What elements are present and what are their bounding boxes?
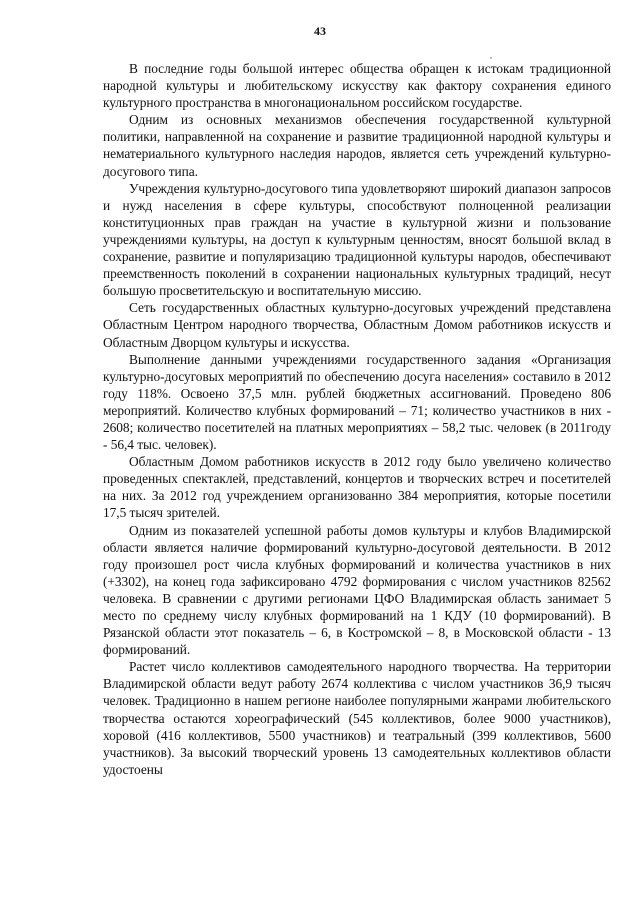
paragraph-7: Одним из показателей успешной работы домов культуры и клубов Владимирской области является наличие формирований культурно-досуговой деятельности. В 2012 году произошел рост числа клубных формирований и количества участников в них (+3302), на конец года зафиксировано 4792 формирования с числом участников 82562 человека. В сравнении с другими регионами ЦФО Владимирская область занимает 5 место по среднему числу клубных формирований на 1 КДУ (10 формирований). В Рязанской области этот показатель – 6, в Костромской – 8, в Московской области - 13 формирований.	[103, 522, 611, 658]
paragraph-1: В последние годы большой интерес общества обращен к истокам традиционной народной культуры и любительскому искусству как фактору сохранения единого культурного пространства в многонациональном российском государстве.	[103, 61, 611, 111]
paragraph-6: Областным Домом работников искусств в 2012 году было увеличено количество проведенных спектаклей, представлений, концертов и творческих встреч и посетителей на них. За 2012 год учреждением организованно 384 мероприятия, которые посетили 17,5 тысяч зрителей.	[103, 454, 611, 521]
paragraph-8: Растет число коллективов самодеятельного народного творчества. На территории Владимирской области ведут работу 2674 коллектива с числом участников 36,9 тысяч человек. Традиционно в нашем регионе наиболее популярными жанрами любительского творчества остаются хореографический (545 коллективов, более 9000 участников), хоровой (416 коллективов, 5500 участников) и театральный (399 коллективов, 5600 участников). За высокий творческий уровень 13 самодеятельных коллективов области удостоены	[103, 659, 611, 777]
document-body	[103, 60, 611, 778]
paragraph-2: Одним из основных механизмов обеспечения государственной культурной политики, направленной на сохранение и развитие традиционной народной культуры и нематериального культурного наследия народов, является сеть учреждений культурно-досугового типа.	[103, 112, 611, 179]
page-number: 43	[314, 24, 326, 38]
paragraph-3: Учреждения культурно-досугового типа удовлетворяют широкий диапазон запросов и нужд населения в сфере культуры, способствуют полноценной реализации конституционных прав граждан на участие в культурной жизни и пользование учреждениями культуры, на доступ к культурным ценностям, вносят большой вклад в сохранение, развитие и популяризацию традиционной культуры народов, обеспечивают преемственность поколений в сохранении национальных культурных традиций, несут большую просветительскую и воспитательную миссию.	[103, 180, 611, 299]
paragraph-4: Сеть государственных областных культурно-досуговых учреждений представлена Областным Центром народного творчества, Областным Домом работников искусств и Областным Дворцом культуры и искусства.	[103, 300, 611, 350]
scan-speck: ,	[490, 51, 492, 60]
paragraph-5: Выполнение данными учреждениями государственного задания «Организация культурно-досуговых мероприятий по обеспечению досуга населения» составило в 2012 году 118%. Освоено 37,5 млн. рублей бюджетных ассигнований. Проведено 806 мероприятий. Количество клубных формирований – 71; количество участников в них - 2608; количество посетителей на платных мероприятиях – 58,2 тыс. человек (в 2011году - 56,4 тыс. человек).	[103, 351, 611, 453]
